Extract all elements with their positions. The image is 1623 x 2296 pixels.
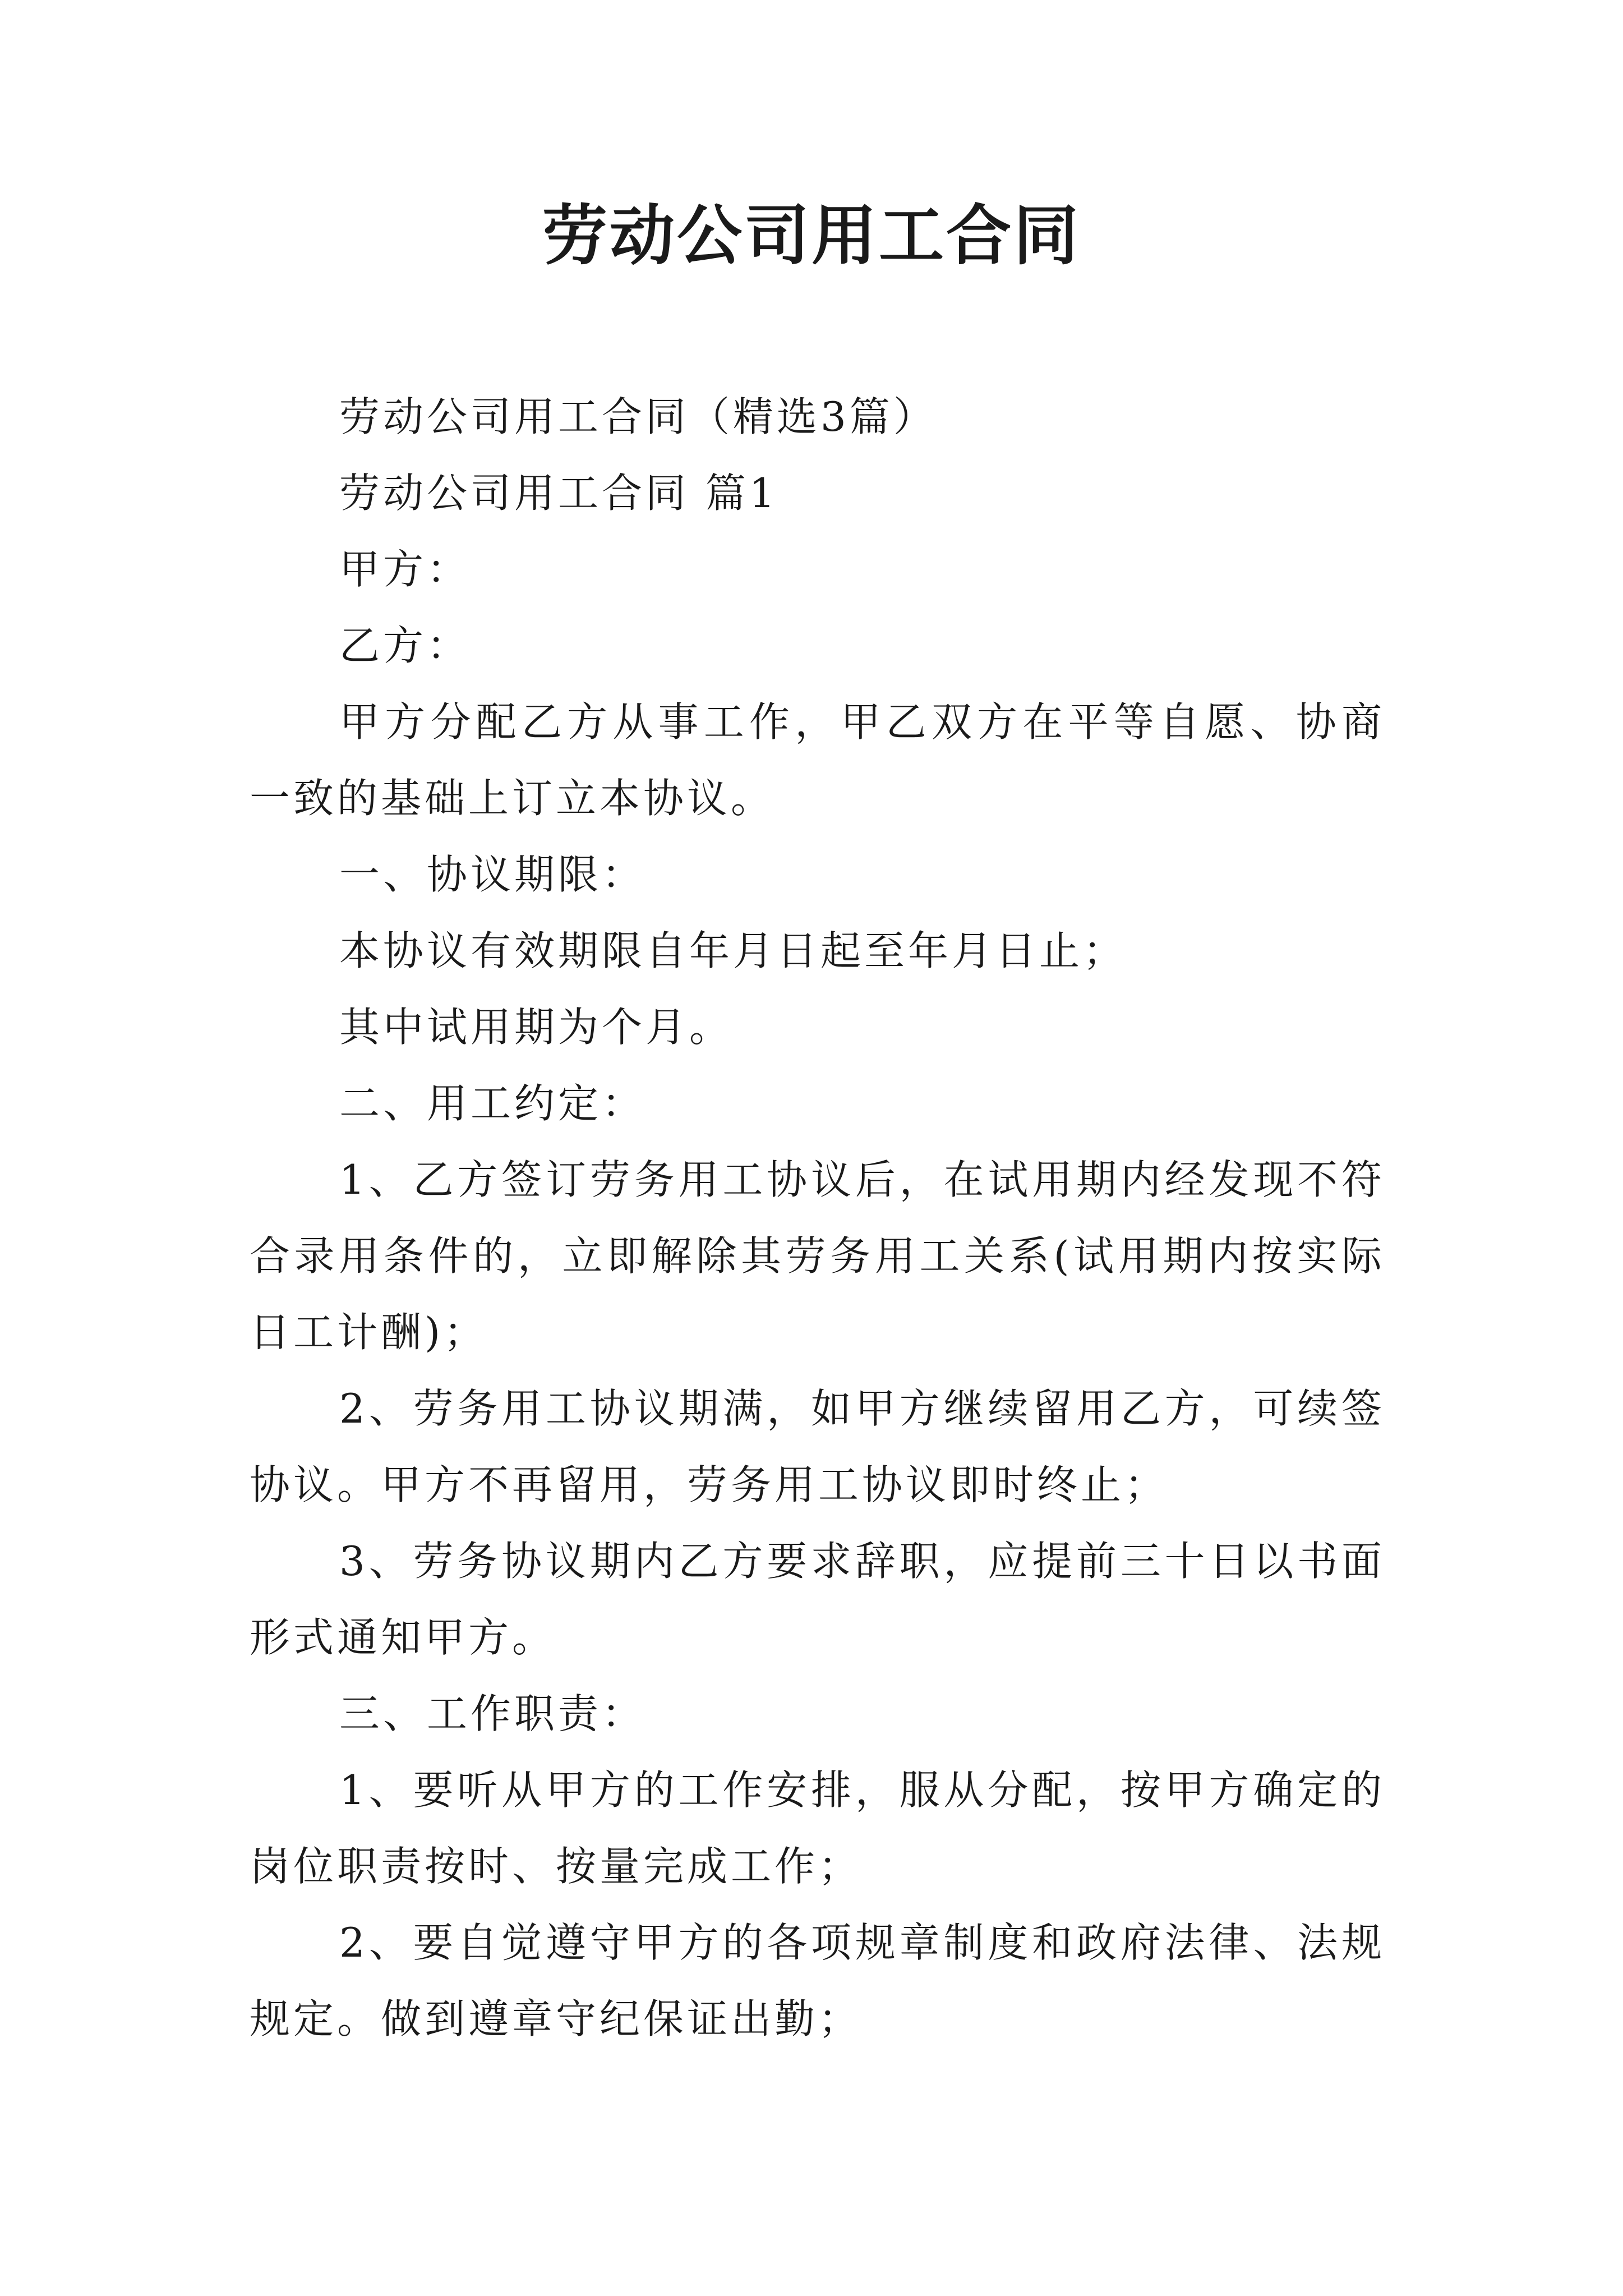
document-title: 劳动公司用工合同 (542, 197, 1081, 274)
paragraph-party-a: 甲方： (339, 546, 471, 593)
paragraph-term-heading: 一、协议期限： (339, 851, 646, 898)
paragraph-section-title: 劳动公司用工合同 篇1 (339, 470, 778, 517)
paragraph-duties-heading: 三、工作职责： (339, 1690, 646, 1737)
paragraph-employment-1: 1、乙方签订劳务用工协议后，在试用期内经发现不符合录用条件的，立即解除其劳务用工关系(试用期内按实际日工计酬)； (250, 1156, 1385, 1356)
paragraph-duties-2: 2、要自觉遵守甲方的各项规章制度和政府法律、法规规定。做到遵章守纪保证出勤； (250, 1919, 1385, 2042)
paragraph-term: 本协议有效期限自年月日起至年月日止； (339, 927, 1127, 974)
document-body (250, 379, 1385, 2057)
paragraph-employment-2: 2、劳务用工协议期满，如甲方继续留用乙方，可续签协议。甲方不再留用，劳务用工协议即时终止； (250, 1385, 1385, 1508)
paragraph-employment-3: 3、劳务协议期内乙方要求辞职，应提前三十日以书面形式通知甲方。 (250, 1538, 1385, 1661)
paragraph-party-b: 乙方： (339, 622, 471, 669)
paragraph-probation: 其中试用期为个月。 (339, 1004, 734, 1051)
paragraph-preamble: 甲方分配乙方从事工作，甲乙双方在平等自愿、协商一致的基础上订立本协议。 (250, 698, 1385, 822)
paragraph-heading: 劳动公司用工合同（精选3篇） (339, 393, 937, 440)
paragraph-duties-1: 1、要听从甲方的工作安排，服从分配，按甲方确定的岗位职责按时、按量完成工作； (250, 1766, 1385, 1890)
paragraph-employment-heading: 二、用工约定： (339, 1080, 646, 1127)
